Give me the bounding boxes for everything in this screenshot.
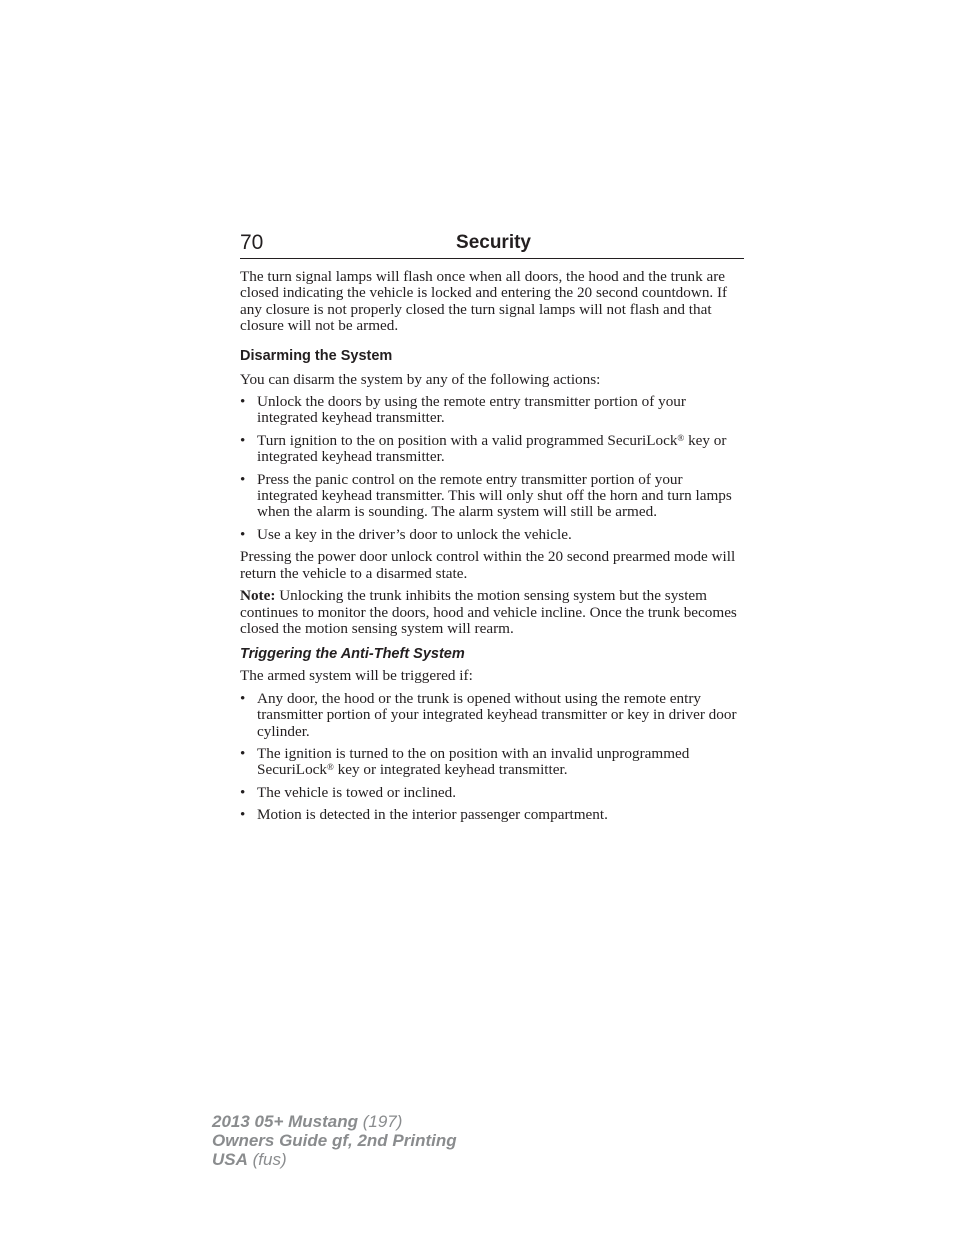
footer-line-1 [212, 1112, 457, 1131]
intro-paragraph: The turn signal lamps will flash once when all doors, the hood and the trunk are closed indicating the vehicle is locked and entering the 20 second countdown. If any closure is not properly closed the turn signal lamps will not flash and that closure will not be armed. [240, 268, 728, 335]
list-item-text: Turn ignition to the on position with a valid programmed SecuriLock® key or integrated keyhead transmitter. [257, 431, 727, 466]
bullet-icon: • [240, 806, 246, 824]
disarming-lead: You can disarm the system by any of the following actions: [240, 370, 601, 388]
footer-model: 2013 05+ Mustang [212, 1112, 358, 1131]
bullet-icon: • [240, 470, 246, 488]
bullet-icon: • [240, 783, 246, 801]
list-item [240, 691, 744, 740]
footer-line-3 [212, 1150, 457, 1169]
bullet-icon: • [240, 393, 246, 411]
page-footer [212, 1112, 457, 1169]
footer-market: USA [212, 1150, 248, 1169]
triggering-heading: Triggering the Anti-Theft System [240, 646, 465, 663]
list-item-text: The vehicle is towed or inclined. [257, 783, 457, 801]
list-item-text: Press the panic control on the remote entry transmitter portion of your integrated keyhead transmitter. This will only shut off the horn and turn lamps when the alarm is sounding. The alarm system will still be armed. [257, 470, 732, 521]
list-item [240, 472, 744, 521]
list-item [240, 394, 744, 427]
footer-guide: Owners Guide gf, 2nd Printing [212, 1131, 457, 1150]
section-title: Security [456, 232, 531, 253]
list-item-text: Motion is detected in the interior passenger compartment. [257, 806, 608, 824]
disarming-heading: Disarming the System [240, 347, 393, 364]
list-item [240, 807, 744, 823]
footer-market-code: (fus) [247, 1150, 287, 1169]
page-content [240, 269, 744, 824]
list-item [240, 433, 744, 466]
footer-line-2 [212, 1131, 457, 1150]
list-item-text: Any door, the hood or the trunk is opened without using the remote entry transmitter portion of your integrated keyhead transmitter or key in driver door cylinder. [257, 689, 737, 740]
bullet-icon: • [240, 689, 246, 707]
list-item [240, 785, 744, 801]
prearmed-paragraph: Pressing the power door unlock control within the 20 second prearmed mode will return the vehicle to a disarmed state. [240, 548, 736, 582]
bullet-icon: • [240, 431, 246, 449]
manual-page [240, 226, 744, 824]
list-item [240, 527, 744, 543]
list-item-text: The ignition is turned to the on position with an invalid unprogrammed SecuriLock® key or integrated keyhead transmitter. [257, 744, 690, 779]
bullet-icon: • [240, 525, 246, 543]
triggering-list [240, 691, 744, 824]
registered-mark: ® [677, 432, 685, 443]
page-header [240, 226, 744, 259]
list-item-text: Unlock the doors by using the remote entry transmitter portion of your integrated keyhead transmitter. [257, 393, 686, 427]
bullet-icon: • [240, 744, 246, 762]
triggering-lead: The armed system will be triggered if: [240, 667, 473, 685]
list-item-text: Use a key in the driver’s door to unlock the vehicle. [257, 525, 572, 543]
registered-mark: ® [327, 762, 334, 773]
note-text: Unlocking the trunk inhibits the motion sensing system but the system continues to monitor the doors, hood and vehicle incline. Once the trunk becomes closed the motion sensing system will rearm. [240, 587, 737, 637]
page-number: 70 [240, 231, 264, 254]
note-paragraph [240, 588, 744, 637]
list-item [240, 746, 744, 779]
disarming-list [240, 394, 744, 543]
footer-code: (197) [358, 1112, 403, 1131]
note-label: Note: [240, 587, 276, 605]
